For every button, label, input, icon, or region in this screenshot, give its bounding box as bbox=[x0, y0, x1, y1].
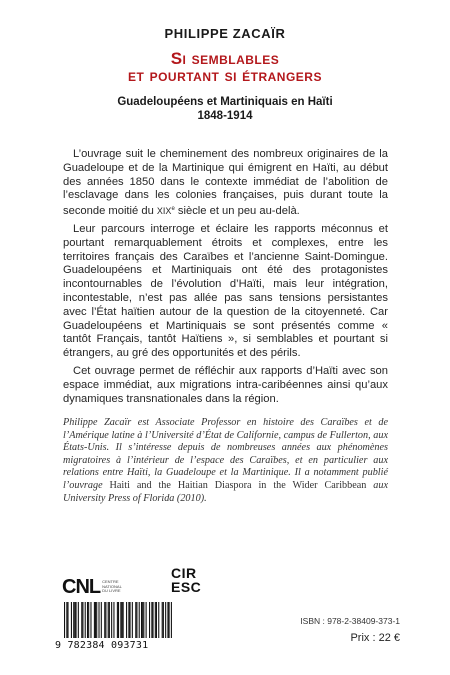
barcode-bar bbox=[141, 602, 142, 638]
barcode-bar bbox=[78, 602, 79, 638]
book-title-line1: Si semblables bbox=[170, 49, 280, 68]
barcode-bar bbox=[73, 602, 74, 638]
barcode-bar bbox=[123, 602, 124, 638]
barcode-digits: 9 782384 093731 bbox=[55, 640, 149, 651]
barcode-bar bbox=[135, 602, 136, 638]
barcode-bar bbox=[95, 602, 96, 638]
barcode-bar bbox=[146, 602, 147, 638]
barcode-bar bbox=[108, 602, 109, 638]
barcode-bar bbox=[158, 602, 159, 638]
barcode-bar bbox=[94, 602, 95, 638]
barcode-bar bbox=[113, 602, 114, 638]
subtitle-line2: 1848-1914 bbox=[197, 110, 253, 122]
barcode-bar bbox=[142, 602, 143, 638]
barcode-bar bbox=[104, 602, 105, 638]
author-name: PHILIPPE ZACAÏR bbox=[164, 26, 286, 41]
barcode-bar bbox=[128, 602, 129, 638]
barcode-bar bbox=[64, 602, 65, 638]
barcode-bar bbox=[126, 602, 127, 638]
barcode-bar bbox=[81, 602, 82, 638]
barcode-bar bbox=[85, 602, 86, 638]
barcode-bar bbox=[121, 602, 122, 638]
barcode-bar bbox=[162, 602, 163, 638]
barcode-bar bbox=[105, 602, 106, 638]
barcode-bar bbox=[155, 602, 156, 638]
barcode-bar bbox=[171, 602, 172, 638]
bio-book-title: Haiti and the Haitian Diaspora in the Wider Caribbean bbox=[102, 479, 374, 491]
barcode-bar bbox=[96, 602, 97, 638]
summary-paragraph-1: L’ouvrage suit le cheminement des nombreux originaires de la Guadeloupe et de la Martinique qui émigrent en Haïti, au début des années 1850 dans le contexte immédiat de l’abolition de l’esclavage dans les colonies françaises, puis durant toute la seconde moitié du XIXe siècle et un peu au-delà. bbox=[63, 148, 388, 218]
barcode-bar bbox=[149, 602, 150, 638]
barcode-bar bbox=[156, 602, 157, 638]
summary-paragraph-3: Cet ouvrage permet de réfléchir aux rapports d’Haïti avec son espace immédiat, aux migrations intra-caribéennes ainsi qu’aux dynamiques transnationales dans la région. bbox=[63, 364, 388, 405]
barcode-bar bbox=[169, 602, 170, 638]
book-title-line2: et pourtant si étrangers bbox=[128, 66, 322, 85]
barcode-bar bbox=[111, 602, 112, 638]
barcode-bar bbox=[90, 602, 91, 638]
barcode-bar bbox=[75, 602, 76, 638]
barcode-bar bbox=[120, 602, 121, 638]
author-bio: Philippe Zacaïr est Associate Professor en histoire des Caraïbes et de l’Amérique latine à l’Université d’État de Californie, campus de Fullerton, aux États-Unis. Il s’intéresse depuis de nombreuses années aux phénomènes migratoires à l’intérieur de l’espace des Caraïbes, et en particulier aux relations entre Haïti, la Guadeloupe et la Martinique. Il a notamment publié l’ouvrage Haiti and the Haitian Diaspora in the Wider Caribbean aux University Press of Florida (2010). bbox=[63, 417, 388, 504]
summary-paragraph-2: Leur parcours interroge et éclaire les rapports méconnus et pourtant remarquablement étroits et complexes, entre les territoires français des Caraïbes et l’ancienne Saint-Domingue. Guadeloupéens et Martiniquais ont été des protagonistes incontournables de l’évolution d’Haïti, mais leur intégration, incontestable, n’est pas allée pas sans tensions persistantes avec l’État haïtien autour de la question de la citoyenneté. Car Guadeloupéens et Martiniquais se sont présentés comme « tantôt Français, tantôt Haïtiens », si semblables et pourtant si étrangers, au gré des opportunités et des périls. bbox=[63, 222, 388, 360]
barcode-bar bbox=[67, 602, 68, 638]
barcode-bar bbox=[87, 602, 88, 638]
book-subtitle bbox=[0, 95, 450, 123]
barcode-bar bbox=[71, 602, 72, 638]
barcode-bar bbox=[118, 602, 119, 638]
barcode-bar bbox=[129, 602, 130, 638]
barcode-bar bbox=[88, 602, 89, 638]
summary-text bbox=[63, 148, 388, 410]
barcode-bar bbox=[74, 602, 75, 638]
barcode-bars bbox=[62, 602, 174, 640]
barcode-bar bbox=[165, 602, 166, 638]
barcode-bar bbox=[109, 602, 110, 638]
price: Prix : 22 € bbox=[350, 632, 400, 644]
barcode-bar bbox=[82, 602, 83, 638]
isbn: ISBN : 978-2-38409-373-1 bbox=[300, 616, 400, 626]
barcode-bar bbox=[132, 602, 133, 638]
barcode-bar bbox=[139, 602, 140, 638]
barcode-bar bbox=[117, 602, 118, 638]
barcode-bar bbox=[151, 602, 152, 638]
barcode-bar bbox=[98, 602, 99, 638]
barcode-bar bbox=[143, 602, 144, 638]
barcode-bar bbox=[167, 602, 168, 638]
barcode-bar bbox=[101, 602, 102, 638]
ciresc-logo: CIR ESC bbox=[171, 565, 202, 595]
cnl-logo: CNL CENTRE NATIONAL DU LIVRE bbox=[62, 575, 122, 598]
barcode-bar bbox=[152, 602, 153, 638]
barcode-bar bbox=[136, 602, 137, 638]
barcode-bar bbox=[163, 602, 164, 638]
book-title bbox=[0, 50, 450, 84]
century-numeral: XIXe bbox=[156, 206, 175, 217]
subtitle-line1: Guadeloupéens et Martiniquais en Haïti bbox=[117, 96, 333, 108]
barcode-bar bbox=[66, 602, 67, 638]
barcode bbox=[62, 602, 174, 644]
